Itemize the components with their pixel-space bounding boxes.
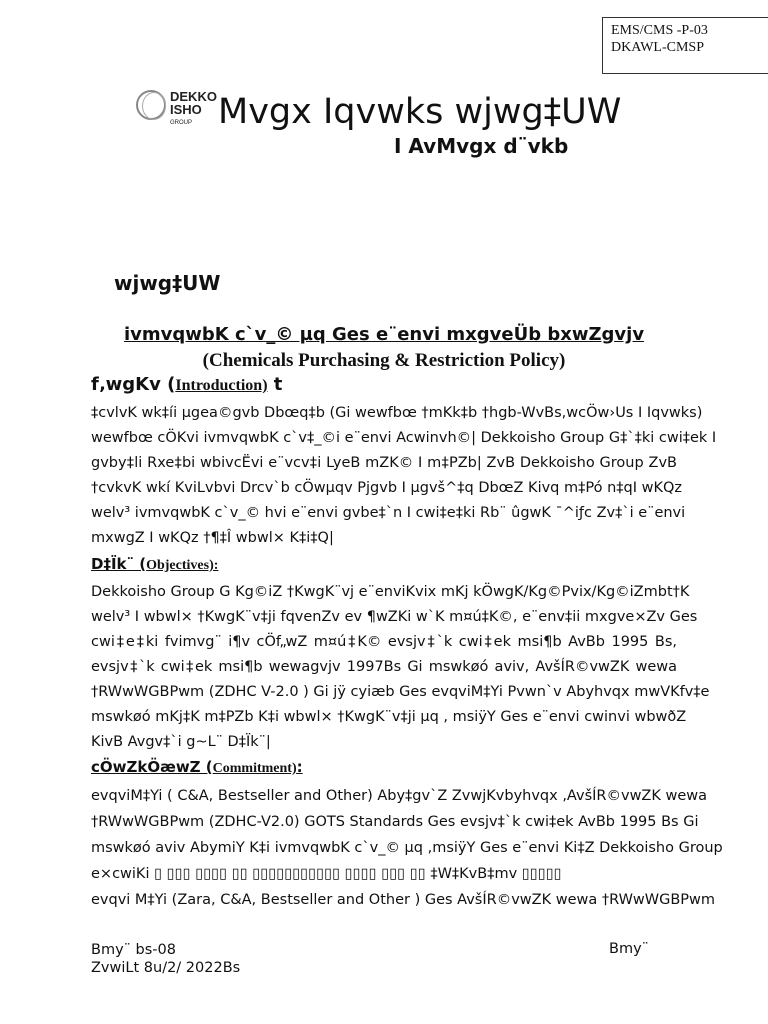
intro-head-bn: f‚wgKv ( <box>91 374 176 395</box>
logo-inner-ring-icon <box>142 92 166 120</box>
company-label: wjwg‡UW <box>114 271 221 295</box>
intro-head-tail: t <box>267 374 283 395</box>
footer-right-label: Bmy¨ <box>609 941 649 957</box>
logo-text-2: ISHO <box>170 102 202 117</box>
intro-line: mxwgZ I wKQz †¶‡Î wbwl× K‡i‡Q| <box>91 530 334 546</box>
intro-line: welv³ ivmvqwbK c`v_© hvi e¨envi gvbe‡`n I cwi‡e‡ki Rb¨ ûgwK ¯^iƒc Zv‡`i e¨envi <box>91 505 686 521</box>
logo-text-3: GROUP <box>170 120 193 126</box>
obj-head-bn: D‡Ïk¨ ( <box>91 555 147 573</box>
company-logo <box>134 88 222 128</box>
intro-line: wewfbœ cÖKvi ivmvqwbK c`v‡_©i e¨envi Acwinvh©| Dekkoisho Group G‡`‡ki cwi‡ek I <box>91 430 717 446</box>
commitment-paragraph <box>91 783 723 913</box>
policy-heading: ivmvqwbK c`v_© µq Ges e¨envi mxgveÜb bxwZgvjv <box>123 324 645 345</box>
introduction-paragraph <box>91 401 717 551</box>
intro-line: ‡cvlvK wk‡íi µgea©gvb Dbœq‡b (Gi wewfbœ †mKk‡b †hgb-WvBs,wcÖw›Us I Iqvwks) <box>91 405 703 421</box>
commit-head-en: Commitment) <box>212 761 297 776</box>
company-title: Mvgx Iqvwks wjwg‡UW <box>218 92 622 132</box>
objectives-line: Dekkoisho Group G Kg©iZ †KwgK¨vj e¨enviKvix mKj kÖwgK/Kg©Pvix/Kg©iZmbt†K <box>91 584 690 600</box>
commit-head-bn: cÖwZkÖæwZ ( <box>91 758 213 776</box>
footer-issue-date: ZvwiLt 8u/2/ 2022Bs <box>91 960 241 976</box>
objectives-heading <box>91 555 218 574</box>
objectives-line: cwi‡e‡ki fvimvg¨ i¶v cÖf„wZ m¤ú‡K© evsjv‡`k cwi‡ek msi¶b AvBb 1995 Bs, <box>91 634 677 650</box>
intro-line: †cvkvK wkí KviLvbvi Drcv`b cÖwµqv Pjgvb I µgvš^‡q DbœZ Kivq m‡Pó n‡qI wKQz <box>91 480 682 496</box>
policy-heading-english: (Chemicals Purchasing & Restriction Policy) <box>202 350 566 371</box>
intro-line: gvby‡li Rxe‡bi wbivcËvi e¨vcv‡i LyeB mZK© I m‡PZb| ZvB Dekkoisho Group ZvB <box>91 455 677 471</box>
intro-head-en: Introduction) <box>175 377 268 394</box>
commitment-line: evqviM‡Yi ( C&A, Bestseller and Other) Aby‡gv`Z ZvwjKvbyhvqx ,AvšÍR©vwZK wewa <box>91 788 708 804</box>
doc-ref-line1: EMS/CMS -P-03 <box>611 23 708 38</box>
commitment-line: e×cwiKi ▯ ▯▯▯ ▯▯▯▯ ▯▯ ▯▯▯▯▯▯▯▯▯▯▯ ▯▯▯▯ ▯▯▯ ▯▯ ‡W‡KvB‡mv ▯▯▯▯▯ <box>91 866 562 882</box>
objectives-line: welv³ I wbwl× †KwgK¨v‡ji fqvenZv ev ¶wZKi w`K m¤ú‡K©, e¨env‡ii mxgve×Zv Ges <box>91 609 698 625</box>
commit-head-tail: : <box>296 758 303 776</box>
footer-issue-number: Bmy¨ bs-08 <box>91 942 176 958</box>
objectives-line: †RWwWGBPwm (ZDHC V-2.0 ) Gi jÿ cyiæb Ges evqviM‡Yi Pvwn`v Abyhvqx mwVKfv‡e <box>91 684 710 700</box>
doc-ref-line2: DKAWL-CMSP <box>611 40 704 55</box>
commitment-heading <box>91 758 303 777</box>
commitment-line: mswkøó aviv AbymiY K‡i ivmvqwbK c`v_© µq ,msiÿY Ges e¨envi Ki‡Z Dekkoisho Group <box>91 840 723 856</box>
logo-text-1: DEKKO <box>170 89 217 104</box>
obj-head-en: Objectives): <box>146 558 219 573</box>
commitment-line: evqvi M‡Yi (Zara, C&A, Bestseller and Other ) Ges AvšÍR©vwZK wewa †RWwWGBPwm <box>91 892 716 908</box>
company-subtitle: I AvMvgx d¨vkb <box>394 134 569 158</box>
objectives-line: KivB Avgv‡`i g~L¨ D‡Ïk¨| <box>91 734 271 750</box>
objectives-line: mswkøó mKj‡K m‡PZb K‡i wbwl× †KwgK¨v‡ji µq , msiÿY Ges e¨envi cwinvi wbwðZ <box>91 709 687 725</box>
objectives-paragraph <box>91 580 710 755</box>
objectives-line: evsjv‡`k cwi‡ek msi¶b wewagvjv 1997Bs Gi mswkøó aviv, AvšÍR©vwZK wewa <box>91 659 677 675</box>
document-reference-box <box>602 17 768 74</box>
footer-issue-info <box>91 941 240 977</box>
commitment-line: †RWwWGBPwm (ZDHC-V2.0) GOTS Standards Ges evsjv‡`k cwi‡ek AvBb 1995 Bs Gi <box>91 814 699 830</box>
introduction-heading <box>91 374 282 395</box>
